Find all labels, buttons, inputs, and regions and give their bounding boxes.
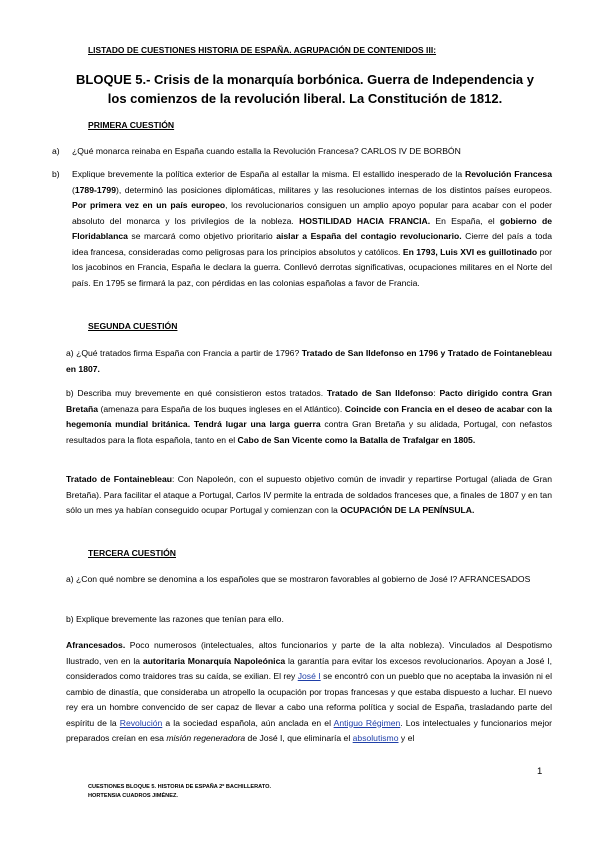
question-label: a) (52, 146, 60, 156)
link-absolutismo[interactable]: absolutismo (352, 733, 399, 743)
page-number: 1 (537, 766, 543, 777)
document-header: LISTADO DE CUESTIONES HISTORIA DE ESPAÑA. AGRUPACIÓN DE CONTENIDOS III: (88, 45, 437, 55)
section-heading-3: TERCERA CUESTIÓN (88, 548, 177, 558)
question-1a (52, 144, 552, 160)
link-jose-i[interactable]: José I (297, 671, 321, 681)
page-footer (88, 783, 271, 800)
question-text: ¿Qué monarca reinaba en España cuando estalla la Revolución Francesa? CARLOS IV DE BORBÓN (72, 146, 461, 156)
question-3a: a) ¿Con qué nombre se denomina a los españoles que se mostraron favorables al gobierno de José I? AFRANCESADOS (66, 574, 531, 584)
link-revolucion[interactable]: Revolución (119, 717, 163, 728)
afrancesados-paragraph: Afrancesados. Poco numerosos (intelectuales, altos funcionarios y parte de la alta nobleza). Vinculados al Despotismo Ilustrado, ven en la autoritaria Monarquía Napoleónica la garantía para evitar los excesos revolucionarios. Apoyan a José I, considerados como traidores tras su caída, se exilian. El rey José I se encontró con un pueblo que no aceptaba la invasión ni el cambio de dinastía, que consideraba un atropello la ocupación por tropas francesas y que estaba dispuesto a luchar. El nuevo rey era un hombre convencido de ser capaz de llevar a cabo una reforma política y social de España, trasladando parte del espíritu de la Revolución a la sociedad española, aún anclada en el Antiguo Régimen. Los intelectuales y funcionarios mejor preparados creían en esa misión regeneradora de José I, que eliminaría el absolutismo y el (66, 640, 553, 743)
page-title: BLOQUE 5.- Crisis de la monarquía borbónica. Guerra de Independencia y los comienzos de la revolución liberal. La Constitución de 1812. (76, 72, 534, 106)
question-3b: b) Explique brevemente las razones que tenían para ello. (66, 614, 284, 624)
footer-line-2: HORTENSIA CUADROS JIMÉNEZ. (88, 792, 178, 799)
question-1b-text: Explique brevemente la política exterior de España al estallar la misma. El estallido inesperado de la Revolución Francesa (1789-1799), determinó las posiciones diplomáticas, militares y las resoluciones internas de los distintos países europeos. Por primera vez en un país europeo, los revolucionarios consiguen un amplio apoyo popular para acabar con el poder absoluto del monarca y los privilegios de la nobleza. HOSTILIDAD HACIA FRANCIA. En España, el gobierno de Floridablanca se marcará como objetivo prioritario aislar a España del contagio revolucionario. Cierre del país a toda idea francesa, consideradas como peligrosas para los principios absolutos y católicos. En 1793, Luis XVI es guillotinado por los jacobinos en Francia, España le declara la guerra. Conllevó derrotas significativas, ocupaciones militares en el Norte del país. En 1795 se firmará la paz, con pérdidas en las colonias españolas a favor de Francia. (72, 169, 553, 288)
section-heading-2: SEGUNDA CUESTIÓN (88, 321, 178, 331)
question-2b: b) Describa muy brevemente en qué consistieron estos tratados. Tratado de San Ildefonso: Pacto dirigido contra Gran Bretaña (amenaza para España de los buques ingleses en el Atlántico). Coincide con Francia en el deseo de acabar con la hegemonía mundial británica. Tendrá lugar una larga guerra contra Gran Bretaña y su alidada, Portugal, con nefastos resultados para la flota española, tanto en el Cabo de San Vicente como la Batalla de Trafalgar en 1805. (66, 388, 553, 445)
link-antiguo-regimen[interactable]: Antiguo Régimen (333, 717, 401, 728)
footer-line-1: CUESTIONES BLOQUE 5. HISTORIA DE ESPAÑA 2º BACHILLERATO. (88, 784, 272, 790)
section-heading-1: PRIMERA CUESTIÓN (88, 120, 175, 130)
treaty-fontainebleau-paragraph: Tratado de Fontainebleau: Con Napoleón, con el supuesto objetivo común de invadir y repartirse Portugal (aliada de Gran Bretaña). Para facilitar el ataque a Portugal, Carlos IV permite la entrada de soldados franceses que, a finales de 1807 y en tan sólo un mes ya habían conseguido ocupar Portugal y comienzan con la OCUPACIÓN DE LA PENÍNSULA. (66, 474, 552, 515)
question-label: b) (52, 169, 60, 179)
question-2a: a) ¿Qué tratados firma España con Francia a partir de 1796? Tratado de San Ildefonso en 1796 y Tratado de Fointanebleau en 1807. (66, 348, 552, 374)
